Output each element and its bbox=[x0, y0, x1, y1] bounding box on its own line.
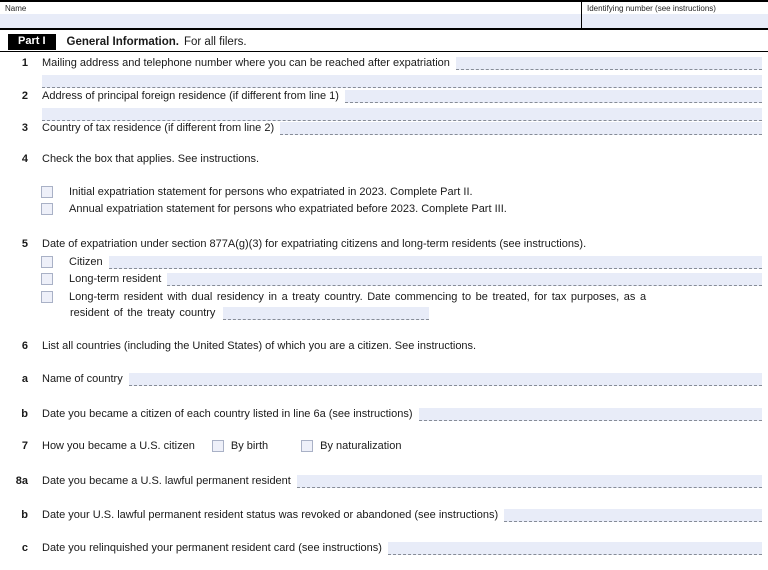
line8c-field[interactable] bbox=[388, 542, 762, 555]
citizen-label: Citizen bbox=[69, 256, 103, 268]
line6a-field[interactable] bbox=[129, 373, 762, 386]
line5-label: Date of expatriation under section 877A(g)(3) for expatriating citizens and long-term residents (see instructions). bbox=[42, 238, 587, 250]
line8a-number: 8a bbox=[15, 475, 28, 487]
line6-row bbox=[0, 338, 762, 353]
line2-row bbox=[0, 88, 762, 103]
line6a-label: Name of country bbox=[42, 373, 123, 385]
part1-subtitle: For all filers. bbox=[183, 35, 247, 48]
line1-label: Mailing address and telephone number where you can be reached after expatriation bbox=[42, 57, 450, 69]
line6b-row bbox=[0, 406, 762, 421]
line1-field[interactable] bbox=[456, 57, 762, 70]
line5-dual-residency-continuation-row bbox=[0, 305, 762, 320]
line1-number: 1 bbox=[21, 57, 28, 69]
name-field[interactable] bbox=[0, 14, 581, 28]
by-naturalization-checkbox[interactable] bbox=[301, 440, 313, 452]
dual-residency-date-field[interactable] bbox=[223, 307, 429, 320]
initial-expatriation-checkbox[interactable] bbox=[41, 186, 53, 198]
line5-long-term-row bbox=[0, 271, 762, 286]
line3-field[interactable] bbox=[280, 122, 762, 135]
dual-residency-label-line1: Long-term resident with dual residency in a treaty country. Date commencing to be treated, for tax purposes, as a bbox=[69, 291, 647, 303]
line1-continuation-row bbox=[0, 73, 762, 88]
line8c-row bbox=[0, 540, 762, 555]
line5-number: 5 bbox=[21, 238, 28, 250]
citizen-date-field[interactable] bbox=[109, 256, 762, 269]
line2-label: Address of principal foreign residence (if different from line 1) bbox=[42, 90, 339, 102]
dual-residency-label-line2: resident of the treaty country bbox=[70, 307, 216, 319]
long-term-resident-checkbox[interactable] bbox=[41, 273, 53, 285]
line1-row bbox=[0, 55, 762, 70]
line7-number: 7 bbox=[21, 440, 28, 452]
line7-label: How you became a U.S. citizen bbox=[42, 440, 195, 452]
line8a-label: Date you became a U.S. lawful permanent resident bbox=[42, 475, 291, 487]
line8b-letter: b bbox=[21, 509, 28, 521]
line6b-letter: b bbox=[21, 408, 28, 420]
line2-number: 2 bbox=[21, 90, 28, 102]
line5-dual-residency-row bbox=[0, 289, 762, 304]
line2-continuation-row bbox=[0, 106, 762, 121]
line8a-field[interactable] bbox=[297, 475, 762, 488]
line8c-label: Date you relinquished your permanent resident card (see instructions) bbox=[42, 542, 382, 554]
line7-row bbox=[0, 438, 762, 453]
line3-number: 3 bbox=[21, 122, 28, 134]
identifying-number-field[interactable] bbox=[582, 14, 768, 28]
by-birth-checkbox[interactable] bbox=[212, 440, 224, 452]
header-row bbox=[0, 2, 768, 30]
long-term-resident-date-field[interactable] bbox=[167, 273, 762, 286]
by-birth-label: By birth bbox=[230, 440, 269, 452]
part1-header-bar bbox=[0, 32, 768, 52]
line6-number: 6 bbox=[21, 340, 28, 352]
name-cell bbox=[0, 2, 581, 28]
line3-row bbox=[0, 120, 762, 135]
line6a-letter: a bbox=[21, 373, 28, 385]
dual-residency-checkbox[interactable] bbox=[41, 291, 53, 303]
by-naturalization-label: By naturalization bbox=[320, 440, 402, 452]
line8b-field[interactable] bbox=[504, 509, 762, 522]
initial-expatriation-label: Initial expatriation statement for persons who expatriated in 2023. Complete Part II. bbox=[69, 186, 473, 198]
part1-badge: Part I bbox=[8, 34, 56, 50]
line5-citizen-row bbox=[0, 254, 762, 269]
line8a-row bbox=[0, 473, 762, 488]
line6a-row bbox=[0, 371, 762, 386]
part1-title: General Information. bbox=[66, 35, 179, 48]
name-label: Name bbox=[5, 4, 27, 13]
line4-option-initial-row bbox=[0, 184, 762, 199]
line3-label: Country of tax residence (if different from line 2) bbox=[42, 122, 275, 134]
line8b-row bbox=[0, 507, 762, 522]
line8c-letter: c bbox=[21, 542, 28, 554]
annual-expatriation-label: Annual expatriation statement for persons who expatriated before 2023. Complete Part III. bbox=[69, 203, 507, 215]
line4-number: 4 bbox=[21, 153, 28, 165]
citizen-checkbox[interactable] bbox=[41, 256, 53, 268]
long-term-resident-label: Long-term resident bbox=[69, 273, 162, 285]
line4-row bbox=[0, 151, 762, 166]
line5-row bbox=[0, 236, 762, 251]
annual-expatriation-checkbox[interactable] bbox=[41, 203, 53, 215]
line6b-label: Date you became a citizen of each country listed in line 6a (see instructions) bbox=[42, 408, 413, 420]
identifying-number-cell bbox=[581, 2, 768, 28]
line2-field[interactable] bbox=[345, 90, 762, 103]
line4-label: Check the box that applies. See instructions. bbox=[42, 153, 260, 165]
line6-label: List all countries (including the United States) of which you are a citizen. See instructions. bbox=[42, 340, 477, 352]
line6b-field[interactable] bbox=[419, 408, 762, 421]
line4-option-annual-row bbox=[0, 201, 762, 216]
identifying-number-label: Identifying number (see instructions) bbox=[587, 4, 716, 13]
line8b-label: Date your U.S. lawful permanent resident status was revoked or abandoned (see instructions) bbox=[42, 509, 499, 521]
line1-field-continuation[interactable] bbox=[42, 75, 762, 88]
